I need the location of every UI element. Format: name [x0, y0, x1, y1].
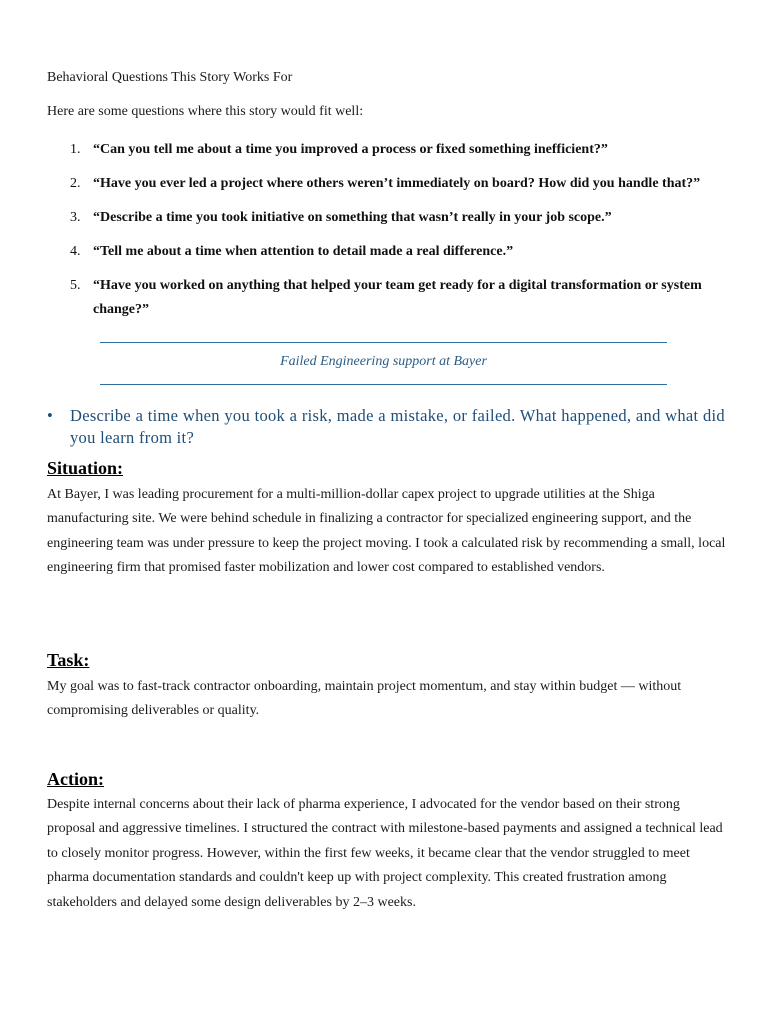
task-text: My goal was to fast-track contractor onboarding, maintain project momentum, and stay within budget — without compromising deliverables or quality.	[47, 679, 682, 719]
divider-top	[100, 342, 667, 343]
question-text: “Have you ever led a project where others weren’t immediately on board? How did you handle that?”	[93, 176, 701, 191]
list-number: 3.	[70, 210, 81, 225]
question-text: “Can you tell me about a time you improved a process or fixed something inefficient?”	[93, 142, 608, 157]
list-item	[60, 172, 730, 196]
divider-bottom	[100, 384, 667, 385]
question-text: “Describe a time you took initiative on something that wasn’t really in your job scope.”	[93, 210, 612, 225]
list-item	[60, 274, 730, 322]
situation-text: At Bayer, I was leading procurement for a multi-million-dollar capex project to upgrade utilities at the Shiga manufacturing site. We were behind schedule in finalizing a contractor for specialized engineering support, and the engineering team was under pressure to keep the project moving. I took a calculated risk by recommending a small, local engineering firm that promised faster mobilization and lower cost compared to established vendors.	[47, 487, 726, 576]
list-item	[60, 240, 730, 264]
questions-heading: Behavioral Questions This Story Works For	[47, 70, 293, 85]
list-number: 4.	[70, 244, 81, 259]
list-number: 5.	[70, 278, 81, 293]
task-heading: Task:	[47, 650, 90, 670]
list-number: 2.	[70, 176, 81, 191]
question-text: “Tell me about a time when attention to detail made a real difference.”	[93, 244, 514, 259]
action-text: Despite internal concerns about their lack of pharma experience, I advocated for the vendor based on their strong proposal and aggressive timelines. I structured the contract with milestone-based payments and assigned a technical lead to closely monitor progress. However, within the first few weeks, it became clear that the vendor struggled to meet pharma documentation standards and couldn't keep up with project complexity. This created frustration among stakeholders and delayed some design deliverables by 2–3 weeks.	[47, 797, 723, 910]
questions-intro: Here are some questions where this story would fit well:	[47, 104, 364, 119]
list-item	[60, 206, 730, 230]
list-item	[60, 138, 730, 162]
bullet-question-text: Describe a time when you took a risk, made a mistake, or failed. What happened, and what did you learn from it?	[70, 406, 725, 447]
section-title: Failed Engineering support at Bayer	[280, 354, 487, 369]
action-heading: Action:	[47, 769, 104, 789]
situation-heading: Situation:	[47, 458, 124, 478]
list-number: 1.	[70, 142, 81, 157]
question-list	[60, 138, 730, 332]
question-text: “Have you worked on anything that helped your team get ready for a digital transformation or system change?”	[93, 278, 702, 317]
bullet-icon: •	[47, 406, 53, 425]
